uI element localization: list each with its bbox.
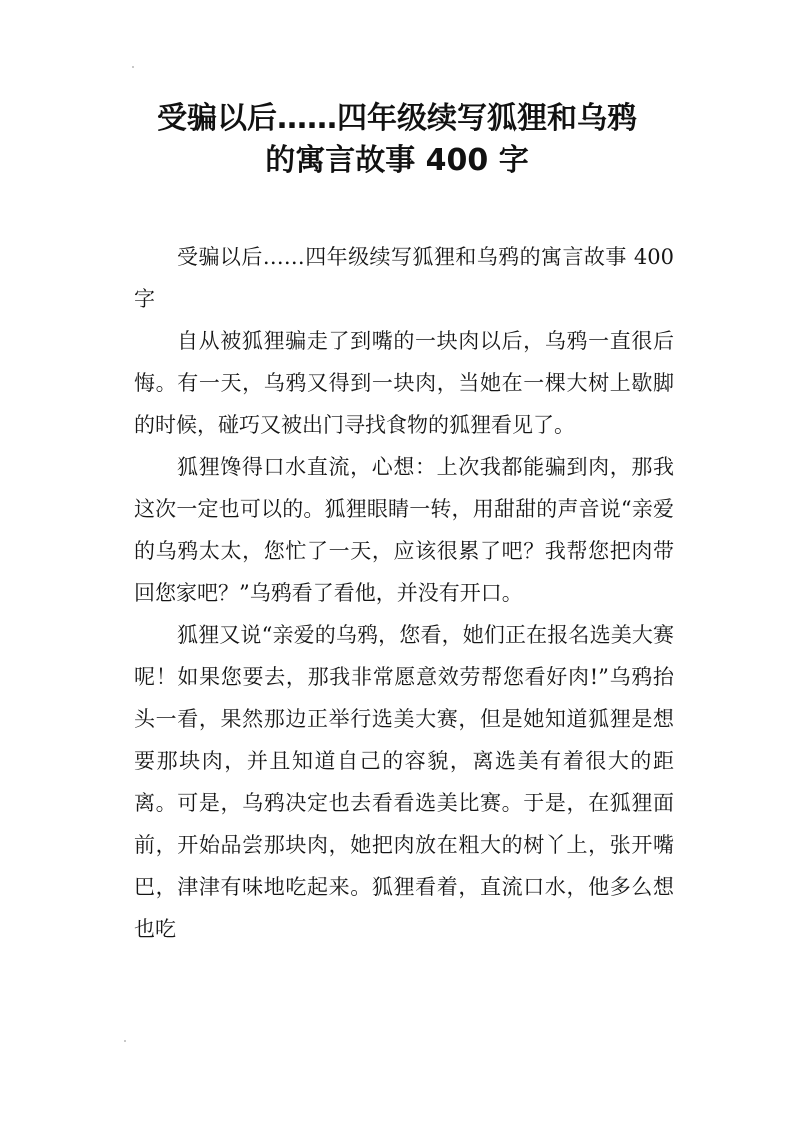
paragraph-1: 自从被狐狸骗走了到嘴的一块肉以后，乌鸦一直很后悔。有一天，乌鸦又得到一块肉，当她在一棵大树上歇脚的时候，碰巧又被出门寻找食物的狐狸看见了。 (134, 329, 674, 437)
paragraph-2: 狐狸馋得口水直流，心想：上次我都能骗到肉，那我这次一定也可以的。狐狸眼睛一转，用甜甜的声音说“亲爱的乌鸦太太，您忙了一天，应该很累了吧？我帮您把肉带回您家吧？”乌鸦看了看他，并没有开口。 (134, 455, 674, 605)
scan-speck (132, 66, 134, 68)
scan-speck (124, 1040, 126, 1042)
document-title (100, 98, 694, 182)
paragraph-3: 狐狸又说“亲爱的乌鸦，您看，她们正在报名选美大赛呢！如果您要去，那我非常愿意效劳帮您看好肉!”乌鸦抬头一看，果然那边正举行选美大赛，但是她知道狐狸是想要那块肉，并且知道自己的容貌，离选美有着很大的距离。可是，乌鸦决定也去看看选美比赛。于是，在狐狸面前，开始品尝那块肉，她把肉放在粗大的树丫上，张开嘴巴，津津有味地吃起来。狐狸看着，直流口水，他多么想也吃 (134, 623, 674, 941)
title-line-2: 的寓言故事 400 字 (265, 143, 529, 178)
document-body (134, 236, 674, 950)
paragraph-heading-repeat: 受骗以后……四年级续写狐狸和乌鸦的寓言故事 400 字 (134, 245, 674, 311)
title-line-1: 受骗以后……四年级续写狐狸和乌鸦 (157, 101, 637, 136)
